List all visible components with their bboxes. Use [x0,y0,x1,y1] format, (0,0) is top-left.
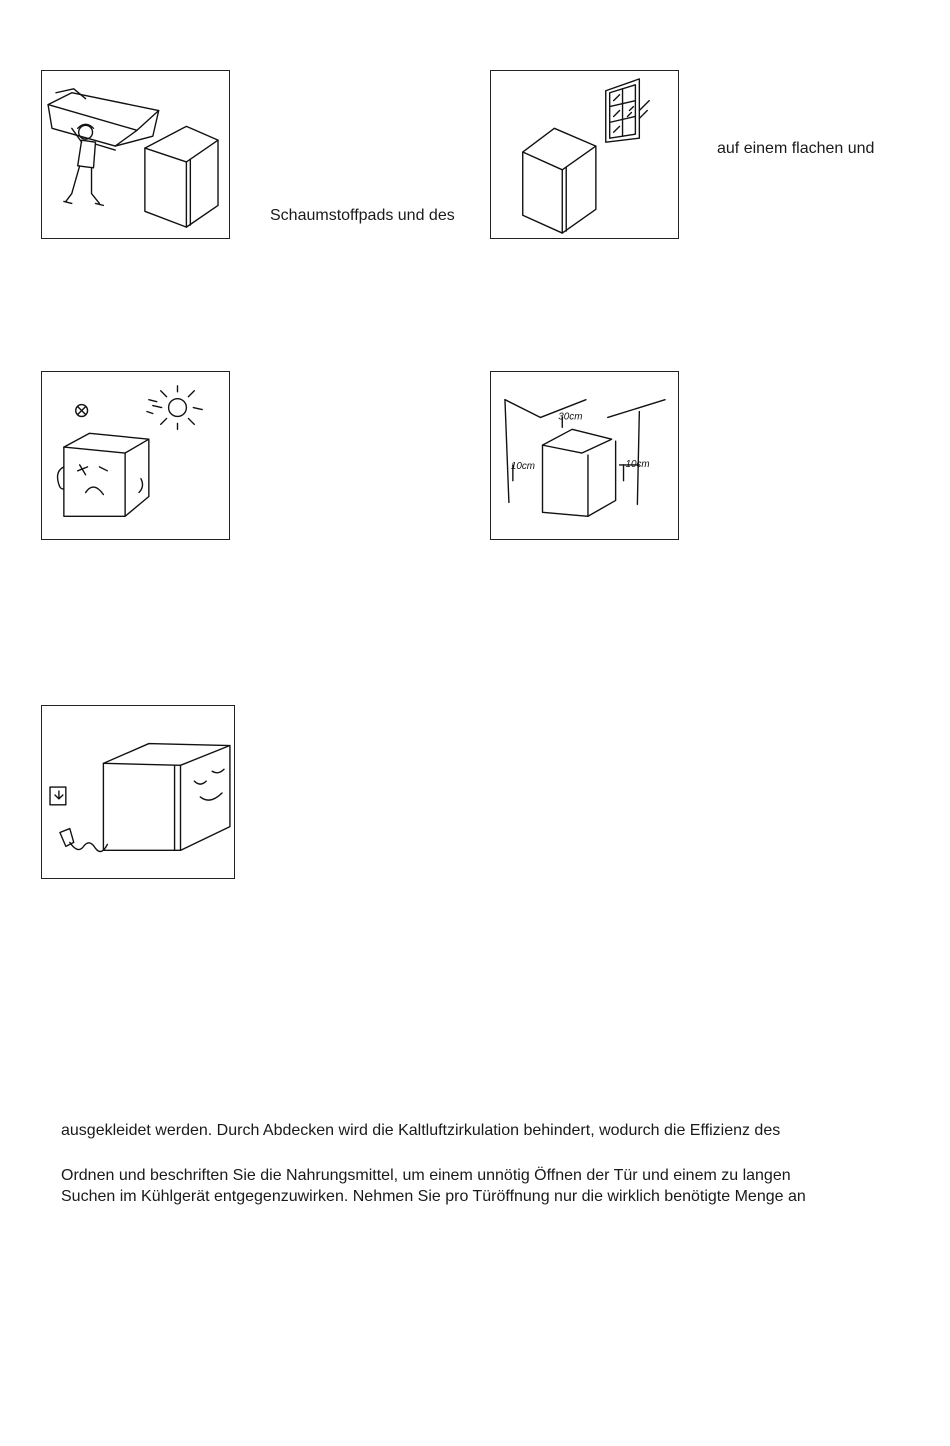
wall-socket-icon [50,787,66,805]
power-connection-illustration [42,706,234,878]
unpacking-illustration [42,71,229,238]
unpack-caption: Schaumstoffpads und des [270,207,455,224]
clearance-left-label: 10cm [510,460,536,472]
clearance-right-label: 10cm [625,458,650,470]
no-sunlight-illustration [42,372,229,539]
body-text-line-2: Ordnen und beschriften Sie die Nahrungsmittel, um einem unnötig Öffnen der Tür und einem zu langen [61,1167,791,1184]
sun-icon [169,399,187,417]
body-text-line-3: Suchen im Kühlgerät entgegenzuwirken. Nehmen Sie pro Türöffnung nur die wirklich benötigte Menge an [61,1188,806,1205]
clearance-illustration [491,372,678,539]
figure-unpacking [41,70,230,239]
figure-power-connection [41,705,235,879]
figure-no-sunlight [41,371,230,540]
figure-placement [490,70,679,239]
placement-illustration [491,71,678,238]
clearance-top-label: 30cm [558,411,583,423]
body-text-line-1: ausgekleidet werden. Durch Abdecken wird die Kaltluftzirkulation behindert, wodurch die Effizienz des [61,1122,781,1139]
placement-caption: auf einem flachen und [717,140,875,157]
figure-clearance [490,371,679,540]
